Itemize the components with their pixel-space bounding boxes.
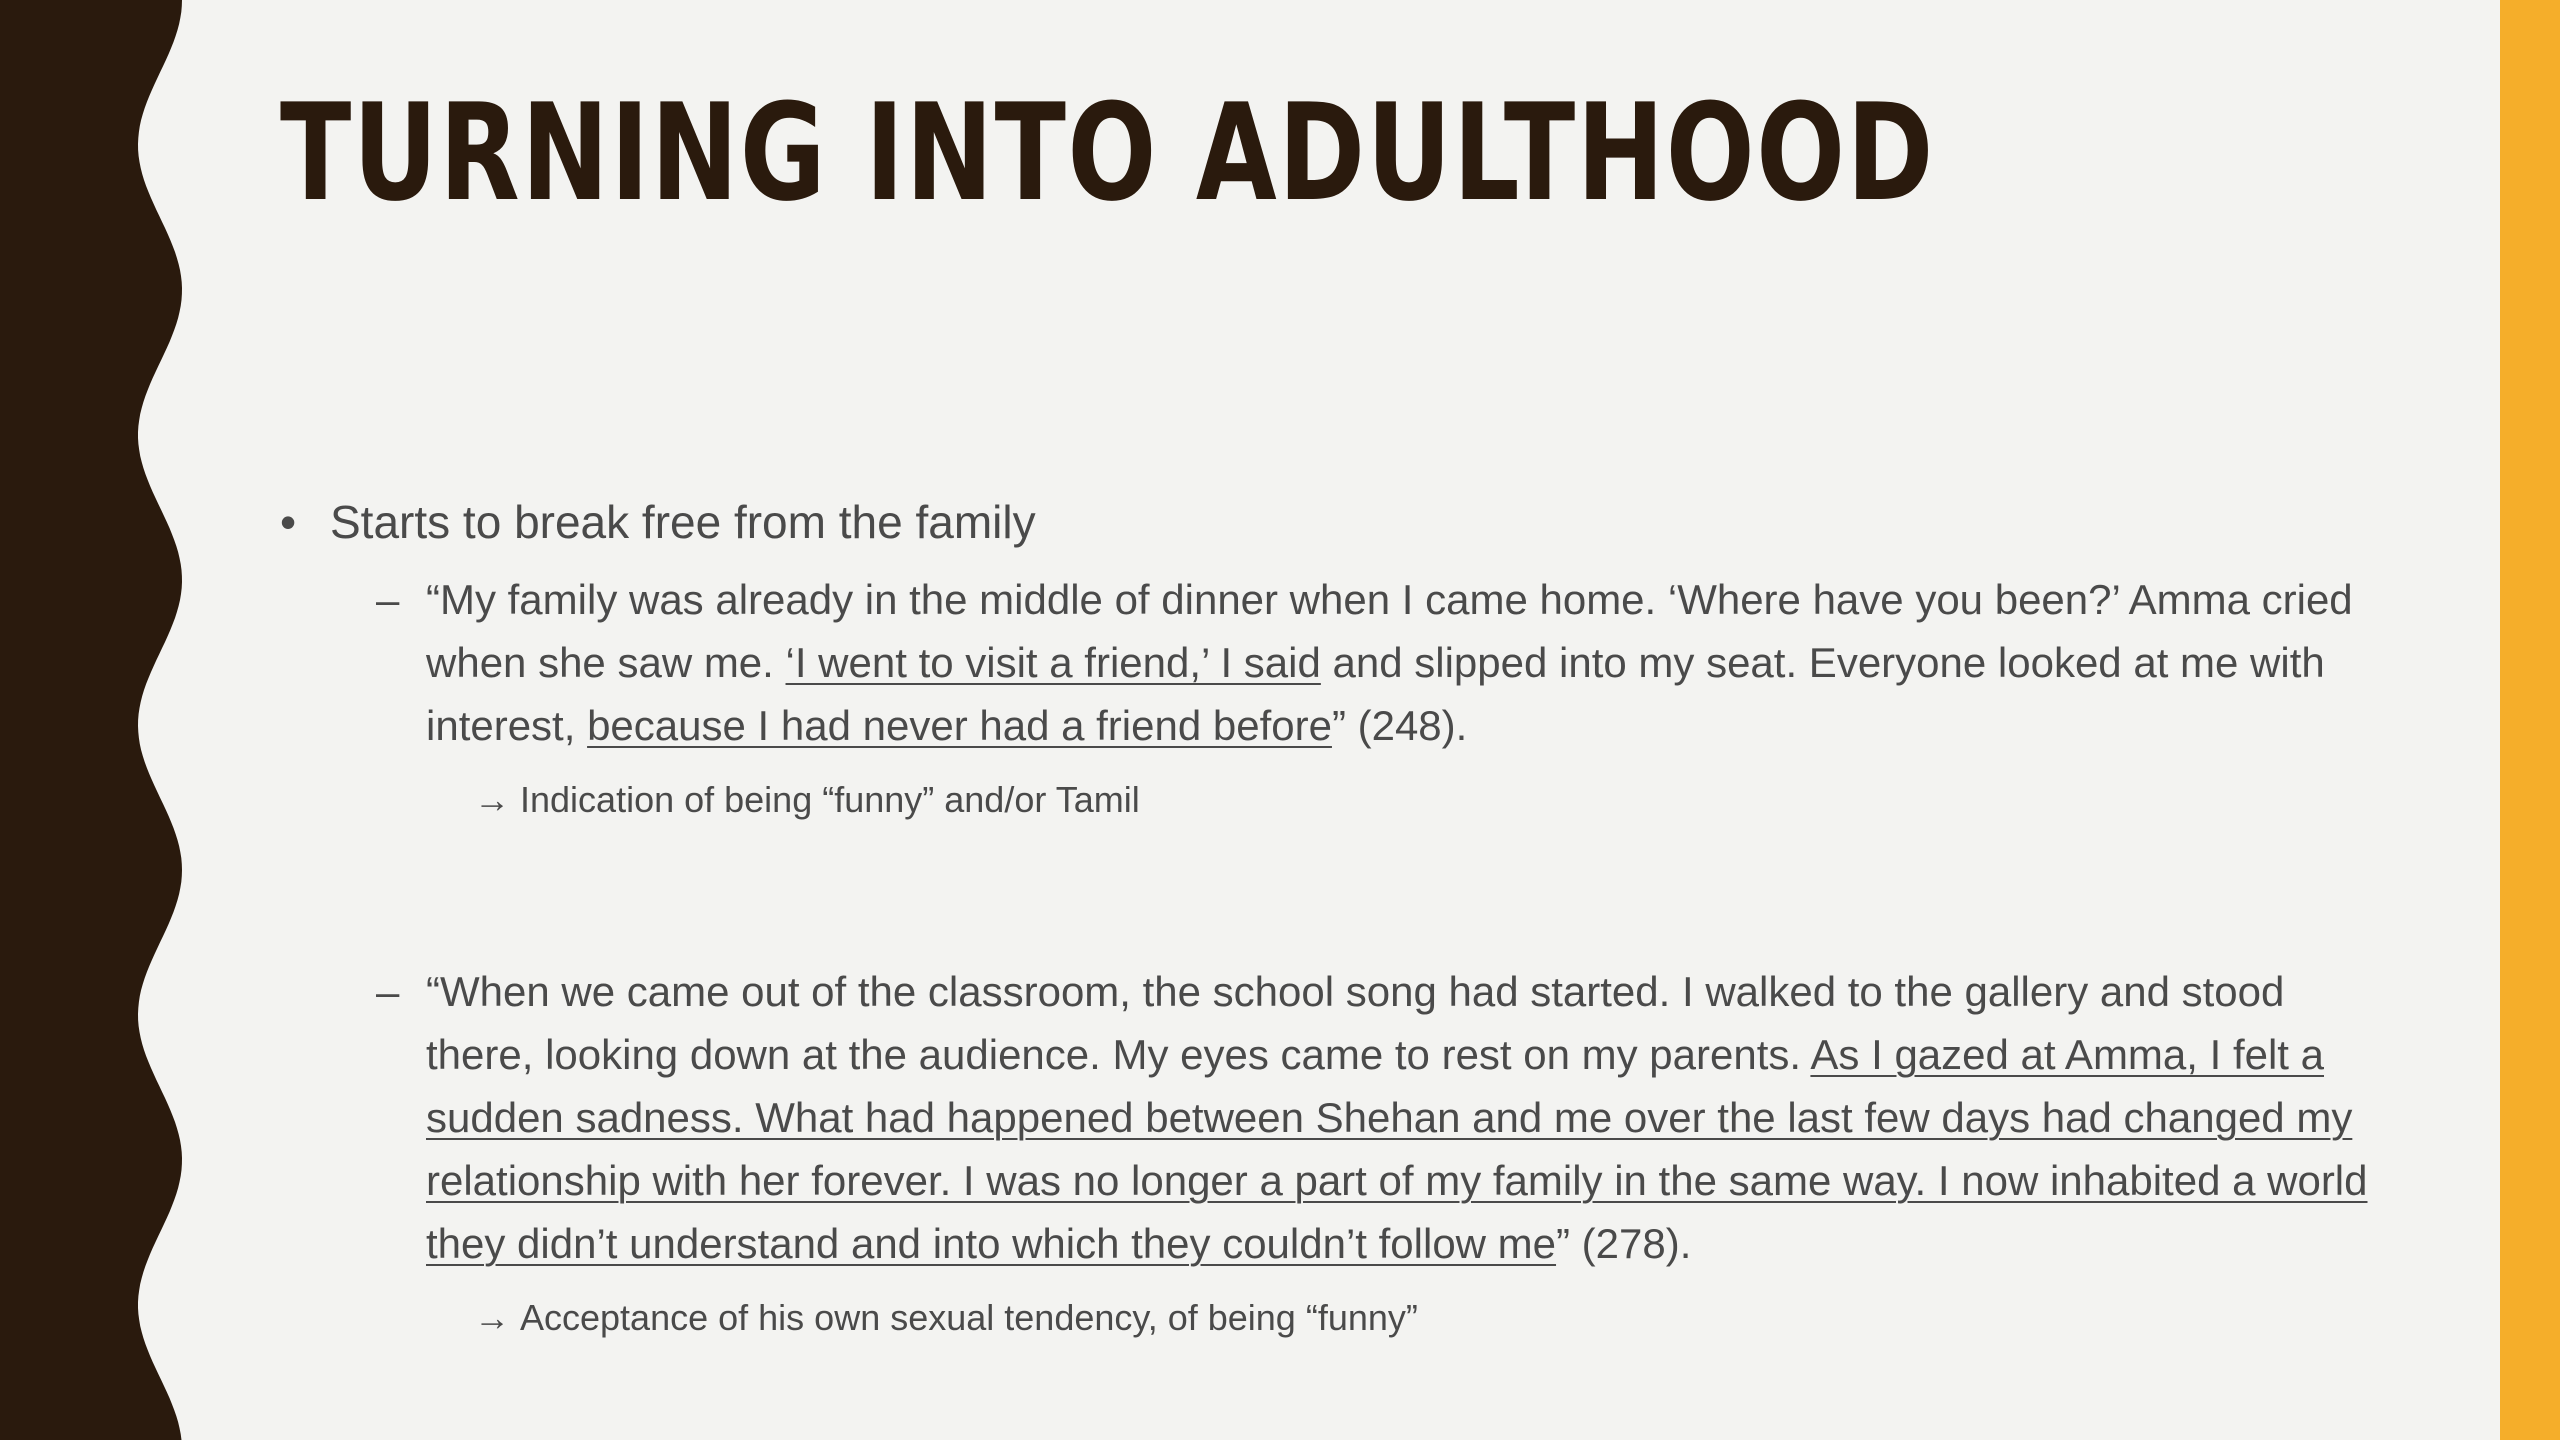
quote-2 xyxy=(280,960,2390,1275)
bullet-item xyxy=(280,490,2390,554)
quote-1-text-a: “My family was already in the middle of dinner when I came home. ‘Where have you been?’ Amma cried when she saw me. xyxy=(426,576,2353,687)
arrow-right-icon: → xyxy=(474,779,510,821)
quote-1-text-b: and slipped into my seat. Everyone looked at me with interest, xyxy=(426,639,2325,750)
quote-1-underlined-b: because I had never had a friend before xyxy=(587,702,1332,750)
note-1 xyxy=(280,775,2390,825)
bullet-marker: • xyxy=(280,496,297,548)
arrow-right-icon: → xyxy=(474,1296,510,1338)
wavy-left-band xyxy=(0,0,200,1440)
quote-2-citation: ” (278). xyxy=(1556,1219,1692,1267)
note-2 xyxy=(280,1293,2390,1343)
quote-2-text-a: “When we came out of the classroom, the school song had started. I walked to the gallery and stood there, looking down at the audience. My eyes came to rest on my parents. xyxy=(426,967,2285,1078)
quote-2-dash: – xyxy=(376,967,400,1015)
spacer xyxy=(280,826,2390,946)
quote-2-underlined-a: As I gazed at Amma, I felt a sudden sadness. What had happened between Shehan and me over the last few days had changed my relationship with her forever. I was no longer a part of my family in the same way. I now inhabited a world they didn’t understand and into which they couldn’t follow me xyxy=(426,1030,2368,1267)
bullet-text: Starts to break free from the family xyxy=(330,496,1036,548)
quote-1-citation: ” (248). xyxy=(1331,702,1468,750)
slide-title: TURNING INTO ADULTHOOD xyxy=(280,75,1935,231)
accent-right-band xyxy=(2500,0,2560,1440)
quote-1-underlined-a: ‘I went to visit a friend,’ I said xyxy=(785,639,1321,687)
note-2-text: Acceptance of his own sexual tendency, of being “funny” xyxy=(520,1296,1418,1338)
slide-body xyxy=(280,490,2390,1343)
quote-1 xyxy=(280,568,2390,757)
note-1-text: Indication of being “funny” and/or Tamil xyxy=(520,779,1140,821)
quote-1-dash: – xyxy=(376,576,400,624)
